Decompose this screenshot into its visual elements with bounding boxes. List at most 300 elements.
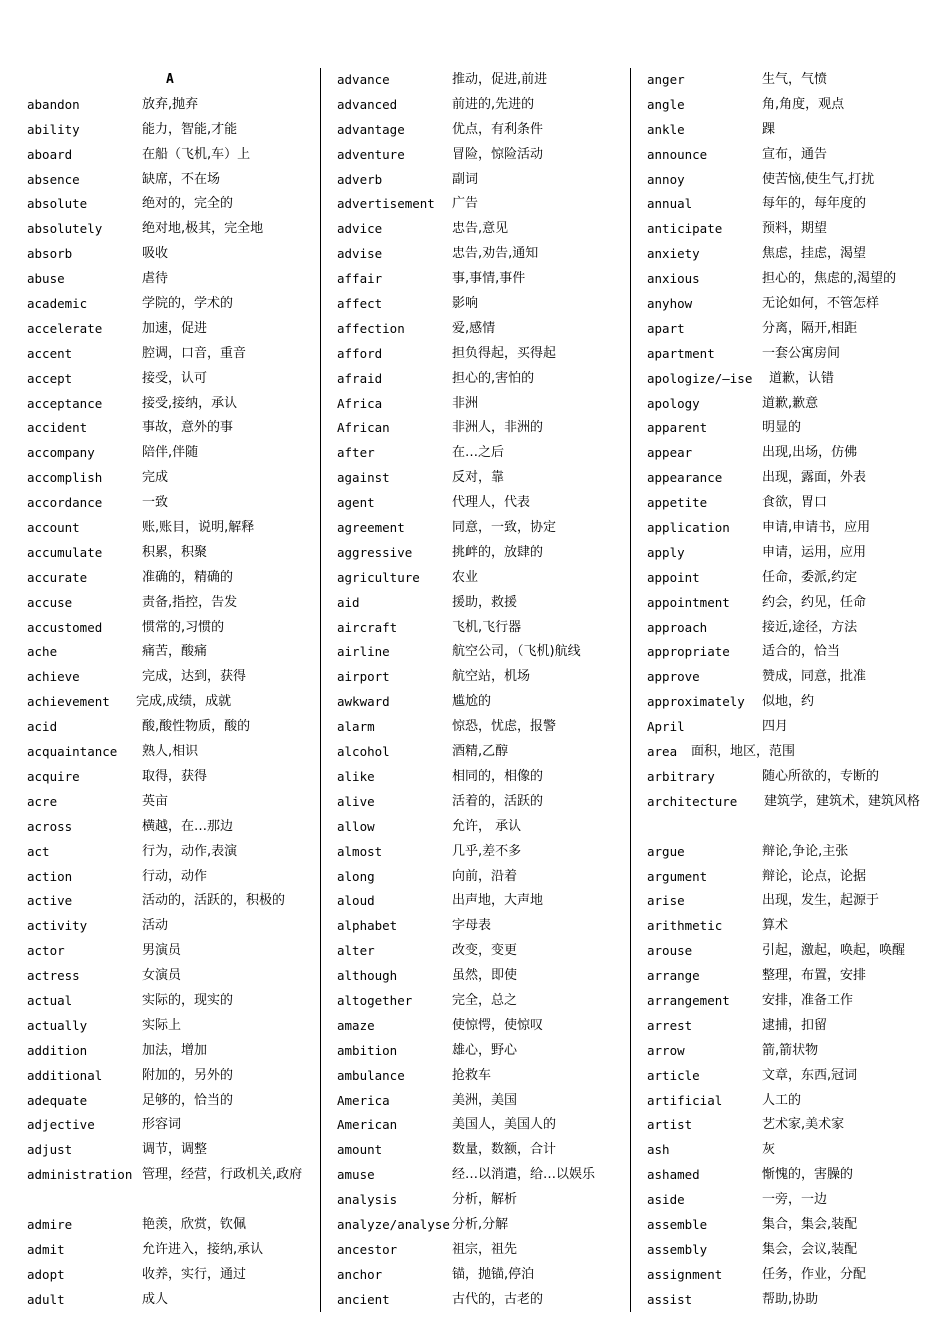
word-entry (337, 1138, 627, 1163)
word-entry (27, 889, 317, 914)
chinese-definition: 允许进入，接纳,承认 (142, 1241, 264, 1257)
chinese-definition: 灰 (762, 1142, 776, 1158)
chinese-definition: 一旁，一边 (762, 1192, 828, 1208)
english-word: accumulate (27, 544, 103, 560)
word-entry (337, 765, 627, 790)
chinese-definition: 加法，增加 (142, 1042, 208, 1058)
chinese-definition: 接受,接纳，承认 (142, 395, 238, 411)
english-word: appoint (647, 569, 700, 585)
word-entry (337, 865, 627, 890)
chinese-definition: 忠告,意见 (452, 221, 509, 237)
chinese-definition: 焦虑，挂虑，渴望 (762, 246, 867, 262)
chinese-definition: 接近,途径，方法 (762, 619, 858, 635)
word-entry (647, 889, 937, 914)
word-entry (27, 317, 317, 342)
english-word: arise (647, 893, 685, 909)
english-word: appropriate (647, 644, 730, 660)
word-entry (27, 118, 317, 143)
word-entry (337, 1263, 627, 1288)
chinese-definition: 广告 (452, 196, 479, 212)
word-entry (647, 93, 937, 118)
chinese-definition: 管理，经营，行政机关,政府 (142, 1167, 303, 1183)
word-entry (27, 1089, 317, 1114)
chinese-definition: 道歉,歉意 (762, 395, 819, 411)
english-word: approach (647, 619, 708, 635)
chinese-definition: 人工的 (762, 1092, 802, 1108)
chinese-definition: 美洲，美国 (452, 1092, 518, 1108)
english-word: apply (647, 544, 685, 560)
word-entry (27, 491, 317, 516)
word-entry (27, 1138, 317, 1163)
english-word: appetite (647, 495, 708, 511)
word-entry (337, 815, 627, 840)
english-word: anyhow (647, 296, 693, 312)
word-entry (27, 192, 317, 217)
word-entry (647, 740, 937, 765)
word-entry (647, 690, 937, 715)
english-word: absolutely (27, 221, 103, 237)
chinese-definition: 横越，在…那边 (142, 818, 234, 834)
chinese-definition: 完成，达到，获得 (142, 669, 247, 685)
english-word: application (647, 520, 730, 536)
english-word: apartment (647, 345, 715, 361)
english-word: America (337, 1092, 390, 1108)
english-word: awkward (337, 694, 390, 710)
word-entry (337, 640, 627, 665)
english-word: alike (337, 768, 375, 784)
chinese-definition: 分析，解析 (452, 1192, 518, 1208)
english-word: ankle (647, 121, 685, 137)
chinese-definition: 援助，救援 (452, 594, 518, 610)
chinese-definition: 锚，抛锚,停泊 (452, 1266, 535, 1282)
chinese-definition: 祖宗，祖先 (452, 1241, 518, 1257)
chinese-definition: 辩论，论点，论据 (762, 868, 867, 884)
chinese-definition: 逮捕，扣留 (762, 1017, 828, 1033)
word-entry (337, 168, 627, 193)
word-entry (27, 292, 317, 317)
chinese-definition: 腔调，口音，重音 (142, 345, 247, 361)
english-word: anticipate (647, 221, 723, 237)
word-entry (27, 242, 317, 267)
word-entry (647, 1089, 937, 1114)
english-word: aid (337, 594, 360, 610)
chinese-definition: 四月 (762, 719, 789, 735)
chinese-definition: 担心的，焦虑的,渴望的 (762, 271, 897, 287)
english-word: actually (27, 1017, 88, 1033)
chinese-definition: 在船（飞机,车）上 (142, 146, 251, 162)
english-word: arbitrary (647, 768, 715, 784)
word-entry (647, 964, 937, 989)
english-word: adjective (27, 1117, 95, 1133)
word-entry (27, 367, 317, 392)
chinese-definition: 出现,出场，仿佛 (762, 445, 858, 461)
chinese-definition: 艺术家,美术家 (762, 1117, 845, 1133)
chinese-definition: 缺席，不在场 (142, 171, 221, 187)
word-entry (337, 192, 627, 217)
word-entry (647, 541, 937, 566)
word-entry (647, 292, 937, 317)
word-entry (27, 1263, 317, 1288)
chinese-definition: 适合的，恰当 (762, 644, 841, 660)
chinese-definition: 安排，准备工作 (762, 992, 854, 1008)
chinese-definition: 收养，实行，通过 (142, 1266, 247, 1282)
english-word: accent (27, 345, 73, 361)
word-entry (647, 1213, 937, 1238)
english-word: ache (27, 644, 58, 660)
word-entry (27, 865, 317, 890)
english-word: accurate (27, 569, 88, 585)
chinese-definition: 副词 (452, 171, 479, 187)
english-word: artificial (647, 1092, 723, 1108)
chinese-definition: 前进的,先进的 (452, 96, 535, 112)
english-word: altogether (337, 992, 413, 1008)
english-word: African (337, 420, 390, 436)
chinese-definition: 形容词 (142, 1117, 182, 1133)
word-entry (647, 715, 937, 740)
english-word: arrangement (647, 992, 730, 1008)
english-word: annual (647, 196, 693, 212)
english-word: actual (27, 992, 73, 1008)
chinese-definition: 担心的,害怕的 (452, 370, 535, 386)
chinese-definition: 允许， 承认 (452, 818, 522, 834)
word-entry (337, 317, 627, 342)
word-entry (337, 1064, 627, 1089)
word-entry (27, 914, 317, 939)
chinese-definition: 活动 (142, 918, 169, 934)
chinese-definition: 非洲 (452, 395, 479, 411)
chinese-definition: 使惊愕，使惊叹 (452, 1017, 544, 1033)
english-word: act (27, 843, 50, 859)
english-word: ambulance (337, 1067, 405, 1083)
chinese-definition: 责备,指控，告发 (142, 594, 238, 610)
chinese-definition: 挑衅的，放肆的 (452, 544, 544, 560)
english-word: additional (27, 1067, 103, 1083)
word-entry (337, 267, 627, 292)
english-word: along (337, 868, 375, 884)
chinese-definition: 放弃,抛弃 (142, 96, 199, 112)
english-word: anger (647, 72, 685, 87)
chinese-definition: 算术 (762, 918, 789, 934)
word-entry (647, 1263, 937, 1288)
chinese-definition: 虐待 (142, 271, 169, 287)
word-entry (27, 964, 317, 989)
word-column-3 (647, 68, 937, 1312)
word-entry (337, 591, 627, 616)
english-word: amuse (337, 1167, 375, 1183)
english-word: adverb (337, 171, 383, 187)
word-entry (27, 566, 317, 591)
chinese-definition: 活着的，活跃的 (452, 793, 544, 809)
word-entry (27, 1039, 317, 1064)
word-entry (27, 217, 317, 242)
word-entry (27, 342, 317, 367)
word-entry (647, 367, 937, 392)
english-word: accustomed (27, 619, 103, 635)
english-word: advanced (337, 96, 398, 112)
word-entry (27, 790, 317, 815)
english-word: alcohol (337, 744, 390, 760)
english-word: approximately (647, 694, 745, 710)
english-word: accompany (27, 445, 95, 461)
english-word: area (647, 744, 678, 760)
word-entry (647, 392, 937, 417)
english-word: anchor (337, 1266, 383, 1282)
chinese-definition: 反对，靠 (452, 470, 505, 486)
english-word: absence (27, 171, 80, 187)
english-word: accordance (27, 495, 103, 511)
word-entry (647, 1014, 937, 1039)
english-word: activity (27, 918, 88, 934)
english-word: acceptance (27, 395, 103, 411)
chinese-definition: 陪伴,伴随 (142, 445, 199, 461)
chinese-definition: 惯常的,习惯的 (142, 619, 225, 635)
word-entry (647, 342, 937, 367)
english-word: assembly (647, 1241, 708, 1257)
word-entry (647, 665, 937, 690)
chinese-definition: 抢救车 (452, 1067, 492, 1083)
chinese-definition: 惭愧的，害臊的 (762, 1167, 854, 1183)
chinese-definition: 随心所欲的，专断的 (762, 768, 880, 784)
column-divider (630, 68, 631, 1312)
english-word: American (337, 1117, 398, 1133)
english-word: acquaintance (27, 744, 118, 760)
chinese-definition: 事故，意外的事 (142, 420, 234, 436)
chinese-definition: 飞机,飞行器 (452, 619, 522, 635)
english-word: advance (337, 72, 390, 87)
english-word: anxiety (647, 246, 700, 262)
word-entry (647, 840, 937, 865)
chinese-definition: 分析,分解 (452, 1216, 509, 1232)
chinese-definition: 生气，气愤 (762, 72, 828, 87)
word-entry (337, 740, 627, 765)
english-word: adventure (337, 146, 405, 162)
word-entry (337, 665, 627, 690)
word-entry (27, 665, 317, 690)
word-entry (337, 143, 627, 168)
word-entry (27, 1213, 317, 1238)
chinese-definition: 改变，变更 (452, 943, 518, 959)
column-divider (320, 68, 321, 1312)
chinese-definition: 完成 (142, 470, 169, 486)
english-word: affection (337, 320, 405, 336)
word-entry (27, 1288, 317, 1313)
word-entry (337, 566, 627, 591)
word-entry (647, 317, 937, 342)
word-entry (647, 1188, 937, 1213)
word-entry (337, 790, 627, 815)
english-word: apart (647, 320, 685, 336)
chinese-definition: 宣布，通告 (762, 146, 828, 162)
word-entry (337, 1163, 627, 1188)
english-word: argue (647, 843, 685, 859)
english-word: ancient (337, 1291, 390, 1307)
english-word: adult (27, 1291, 65, 1307)
word-entry (27, 815, 317, 840)
chinese-definition: 文章，东西,冠词 (762, 1067, 858, 1083)
word-entry (27, 93, 317, 118)
english-word: alive (337, 793, 375, 809)
word-entry (337, 441, 627, 466)
english-word: argument (647, 868, 708, 884)
word-entry (27, 1113, 317, 1138)
chinese-definition: 建筑学，建筑术，建筑风格 (764, 793, 921, 809)
chinese-definition: 每年的，每年度的 (762, 196, 867, 212)
word-entry (647, 765, 937, 790)
chinese-definition: 优点，有利条件 (452, 121, 544, 137)
word-entry (337, 242, 627, 267)
chinese-definition: 无论如何，不管怎样 (762, 296, 880, 312)
english-word: accident (27, 420, 88, 436)
chinese-definition: 分离，隔开,相距 (762, 320, 858, 336)
word-entry (27, 939, 317, 964)
word-entry (647, 616, 937, 641)
word-entry (27, 616, 317, 641)
chinese-definition: 接受，认可 (142, 370, 208, 386)
word-entry (337, 889, 627, 914)
english-word: adequate (27, 1092, 88, 1108)
english-word: achieve (27, 669, 80, 685)
english-word: active (27, 893, 73, 909)
word-entry (337, 690, 627, 715)
english-word: acid (27, 719, 58, 735)
word-entry (337, 1188, 627, 1213)
chinese-definition: 一套公寓房间 (762, 345, 841, 361)
english-word: annoy (647, 171, 685, 187)
word-entry (647, 441, 937, 466)
word-entry (337, 342, 627, 367)
english-word: aloud (337, 893, 375, 909)
word-entry (337, 466, 627, 491)
english-word: apparent (647, 420, 708, 436)
word-column-2 (337, 68, 627, 1312)
word-entry (27, 143, 317, 168)
word-entry (337, 416, 627, 441)
chinese-definition: 英亩 (142, 793, 169, 809)
chinese-definition: 准确的，精确的 (142, 569, 234, 585)
word-entry (337, 217, 627, 242)
english-word: amount (337, 1142, 383, 1158)
english-word: ashamed (647, 1167, 700, 1183)
english-word: administration (27, 1167, 133, 1183)
chinese-definition: 足够的，恰当的 (142, 1092, 234, 1108)
chinese-definition: 酸,酸性物质，酸的 (142, 719, 251, 735)
word-entry (337, 939, 627, 964)
chinese-definition: 美国人，美国人的 (452, 1117, 557, 1133)
word-entry (647, 1238, 937, 1263)
word-entry (647, 939, 937, 964)
section-header (27, 68, 317, 93)
chinese-definition: 道歉，认错 (769, 370, 835, 386)
chinese-definition: 吸收 (142, 246, 169, 262)
english-word: abuse (27, 271, 65, 287)
chinese-definition: 实际上 (142, 1017, 182, 1033)
word-entry (647, 566, 937, 591)
english-word: aggressive (337, 544, 413, 560)
chinese-definition: 出现，发生，起源于 (762, 893, 880, 909)
english-word: ambition (337, 1042, 398, 1058)
word-entry (647, 989, 937, 1014)
chinese-definition: 推动，促进,前进 (452, 72, 548, 87)
chinese-definition: 航空站，机场 (452, 669, 531, 685)
english-word: advertisement (337, 196, 435, 212)
word-entry (647, 217, 937, 242)
chinese-definition: 经…以消遣，给…以娱乐 (452, 1167, 596, 1183)
word-entry (27, 591, 317, 616)
word-entry (647, 640, 937, 665)
english-word: accelerate (27, 320, 103, 336)
word-entry (27, 541, 317, 566)
english-word: agreement (337, 520, 405, 536)
word-entry (27, 715, 317, 740)
chinese-definition: 尴尬的 (452, 694, 492, 710)
word-entry (337, 1039, 627, 1064)
word-entry (647, 1064, 937, 1089)
chinese-definition: 附加的，另外的 (142, 1067, 234, 1083)
english-word: anxious (647, 271, 700, 287)
chinese-definition: 食欲，胃口 (762, 495, 828, 511)
word-entry (647, 1113, 937, 1138)
english-word: actress (27, 968, 80, 984)
english-word: arrow (647, 1042, 685, 1058)
word-entry (337, 914, 627, 939)
english-word: Africa (337, 395, 383, 411)
word-entry (337, 367, 627, 392)
english-word: April (647, 719, 685, 735)
chinese-definition: 预料，期望 (762, 221, 828, 237)
english-word: advantage (337, 121, 405, 137)
chinese-definition: 面积，地区，范围 (691, 744, 796, 760)
word-entry (647, 591, 937, 616)
english-word: apologize/—ise (647, 370, 753, 386)
word-entry (647, 168, 937, 193)
chinese-definition: 冒险，惊险活动 (452, 146, 544, 162)
chinese-definition: 使苦恼,使生气,打扰 (762, 171, 875, 187)
chinese-definition: 完成,成绩，成就 (136, 694, 232, 710)
chinese-definition: 在…之后 (452, 445, 505, 461)
chinese-definition: 代理人，代表 (452, 495, 531, 511)
english-word: article (647, 1067, 700, 1083)
word-entry (337, 93, 627, 118)
chinese-definition: 出现，露面，外表 (762, 470, 867, 486)
word-entry (337, 1288, 627, 1313)
english-word: appointment (647, 594, 730, 610)
chinese-definition: 熟人,相识 (142, 744, 199, 760)
english-word: apology (647, 395, 700, 411)
english-word: alphabet (337, 918, 398, 934)
word-entry (337, 1014, 627, 1039)
word-entry (337, 516, 627, 541)
english-word: analysis (337, 1192, 398, 1208)
english-word: artist (647, 1117, 693, 1133)
english-word: actor (27, 943, 65, 959)
chinese-definition: 踝 (762, 121, 776, 137)
word-entry (337, 840, 627, 865)
english-word: approve (647, 669, 700, 685)
chinese-definition: 非洲人，非洲的 (452, 420, 544, 436)
chinese-definition: 农业 (452, 569, 479, 585)
chinese-definition: 角,角度，观点 (762, 96, 845, 112)
english-word: alarm (337, 719, 375, 735)
word-entry (337, 1113, 627, 1138)
english-word: achievement (27, 694, 110, 710)
english-word: academic (27, 296, 88, 312)
english-word: admire (27, 1216, 73, 1232)
english-word: allow (337, 818, 375, 834)
chinese-definition: 辩论,争论,主张 (762, 843, 849, 859)
word-entry (27, 989, 317, 1014)
english-word: after (337, 445, 375, 461)
english-word: admit (27, 1241, 65, 1257)
